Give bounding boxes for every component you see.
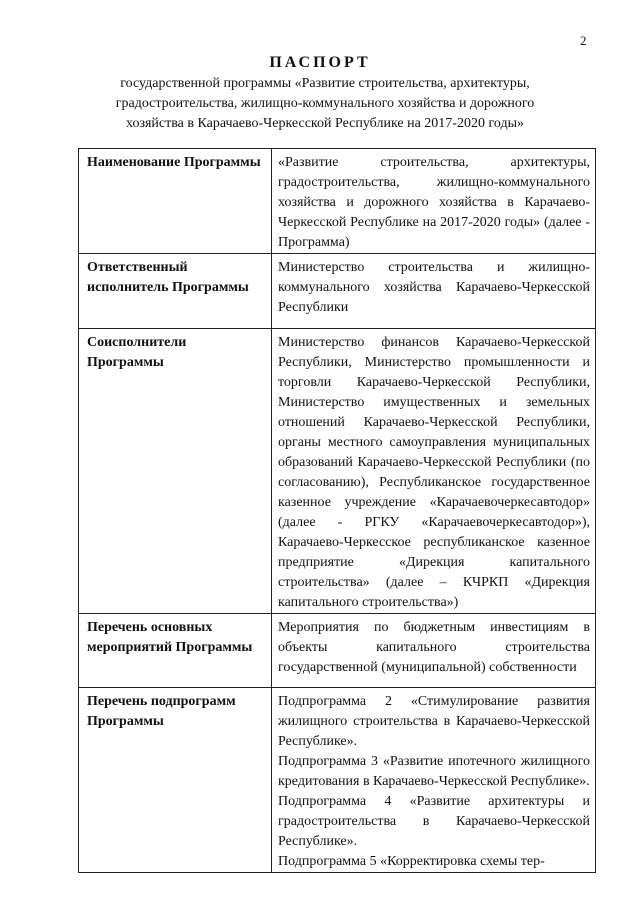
- table-row-subprograms: [79, 688, 596, 873]
- row-label: Перечень основных мероприятий Программы: [79, 614, 272, 688]
- table-row-name: [79, 149, 596, 254]
- document-subtitle: государственной программы «Развитие строительства, архитектуры, градостроительства, жилищно-коммунального хозяйства и дорожного хозяйства в Карачаево-Черкесской Республике на 2017-2020 годы»: [115, 76, 535, 131]
- table-row-coexecutors: [79, 329, 596, 614]
- row-value: «Развитие строительства, архитектуры, градостроительства, жилищно-коммунального хозяйства и дорожного хозяйства в Карачаево-Черкесской Республике на 2017-2020 годы» (далее - Программа): [272, 149, 596, 254]
- subprogram-paragraph: Подпрограмма 2 «Стимулирование развития жилищного строительства в Карачаево-Черкесской Республике».: [278, 694, 590, 749]
- row-label: Ответственный исполнитель Программы: [79, 254, 272, 329]
- row-value: [272, 688, 596, 873]
- subprogram-paragraph: Подпрограмма 5 «Корректировка схемы тер-: [278, 854, 545, 869]
- subprogram-paragraph: Подпрограмма 4 «Развитие архитектуры и градостроительства в Карачаево-Черкесской Республике».: [278, 794, 590, 849]
- row-value: Министерство финансов Карачаево-Черкесской Республики, Министерство промышленности и торговли Карачаево-Черкесской Республики, Министерство имущественных и земельных отношений Карачаево-Черкесской Республики, органы местного самоуправления муниципальных образований Карачаево-Черкесской Республики (по согласованию), Республиканское государственное казенное учреждение «Карачаевочеркесавтодор» (далее - РГКУ «Карачаевочеркесавтодор»), Карачаево-Черкесское республиканское казенное предприятие «Дирекция капитального строительства» (далее – КЧРКП «Дирекция капитального строительства»): [272, 329, 596, 614]
- row-label: Соисполнители Программы: [79, 329, 272, 614]
- row-value: Министерство строительства и жилищно-коммунального хозяйства Карачаево-Черкесской Республики: [272, 254, 596, 329]
- table-row-responsible: [79, 254, 596, 329]
- row-label: Перечень подпрограмм Программы: [79, 688, 272, 873]
- document-title: ПАСПОРТ: [269, 54, 371, 71]
- row-label: Наименование Программы: [79, 149, 272, 254]
- row-value: Мероприятия по бюджетным инвестициям в объекты капитального строительства государственной (муниципальной) собственности: [272, 614, 596, 688]
- page-number: 2: [580, 33, 587, 48]
- table-row-measures: [79, 614, 596, 688]
- subprogram-paragraph: Подпрограмма 3 «Развитие ипотечного жилищного кредитования в Карачаево-Черкесской Республике».: [278, 754, 590, 789]
- passport-table: [78, 148, 596, 873]
